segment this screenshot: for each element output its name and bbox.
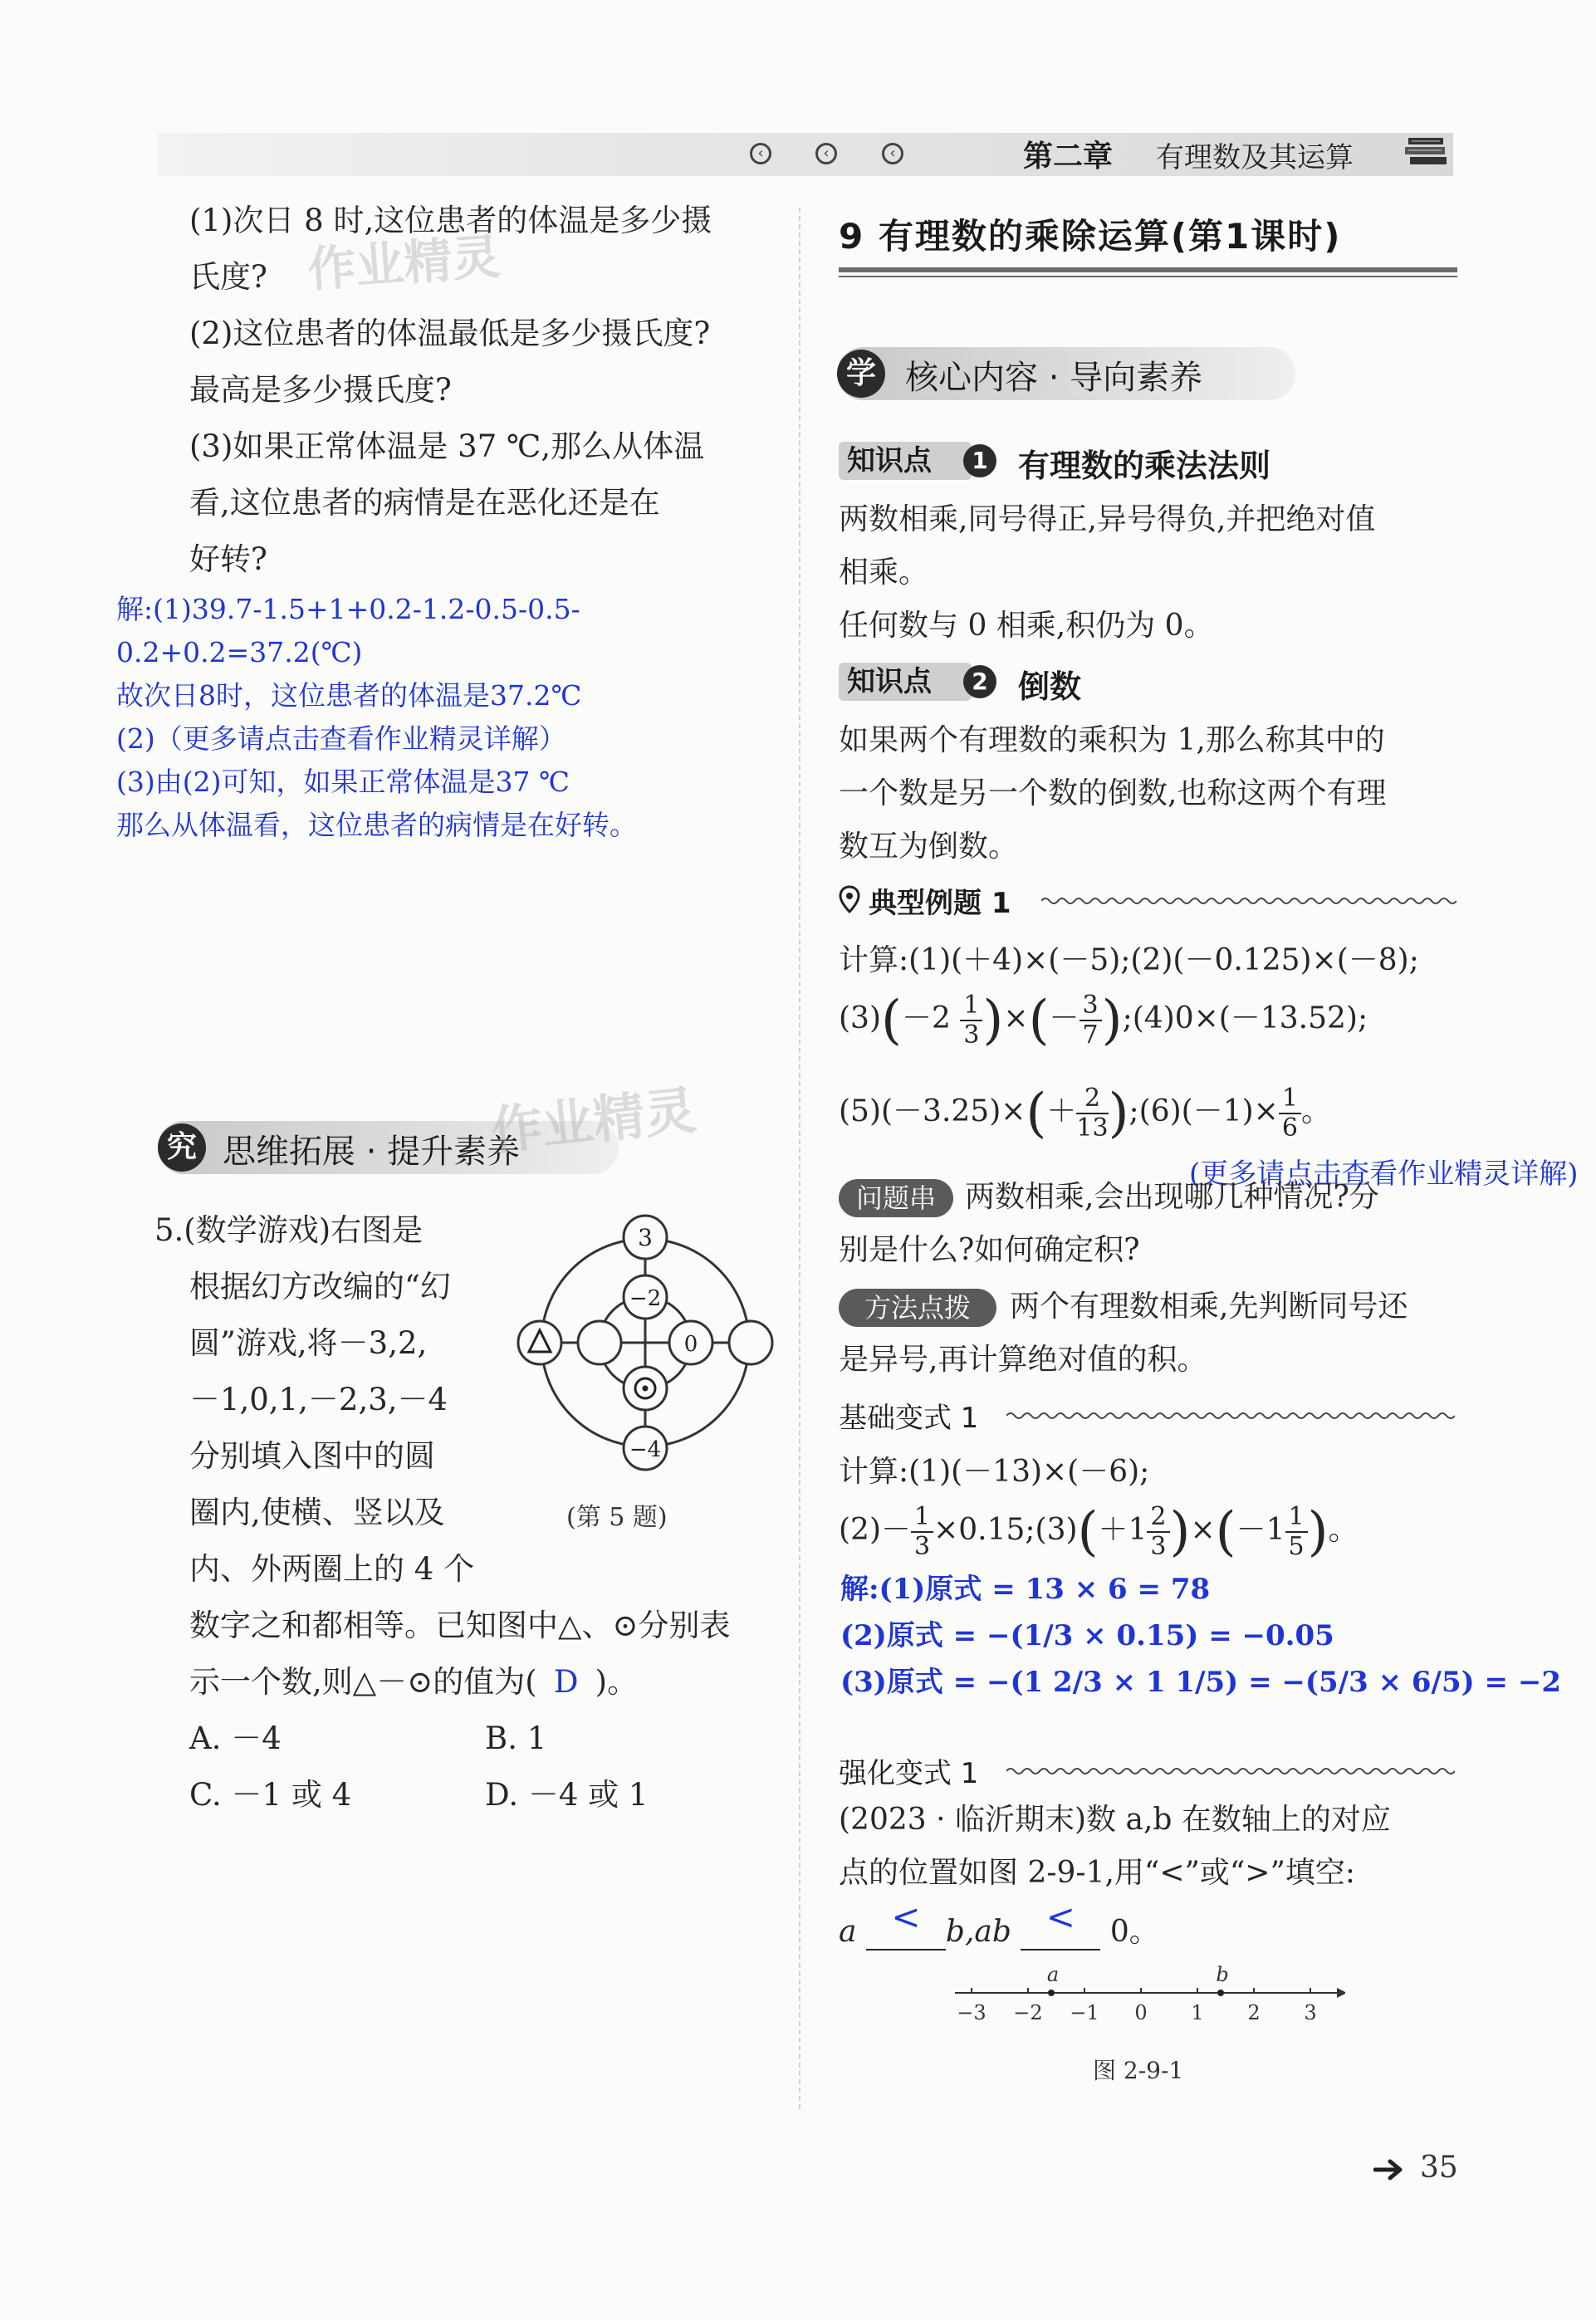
fig-label-inner-top: −2 [629,1286,662,1311]
fraction: $\frac{1}{3}$ [911,1505,933,1559]
section-badge: 学 [837,350,885,398]
question-line: (3)如果正常体温是 37 ℃,那么从体温 [189,428,705,464]
method-text [839,1280,1461,1387]
fig-label-bottom: −4 [629,1437,662,1462]
fig-label-top: 3 [638,1224,653,1251]
option-a[interactable]: A. －4 [189,1720,282,1756]
example-line: (3)(－2 $\frac{1}{3}$ )×(－ $\frac{3}{7}$ );(4)0×(－13.52); [839,990,1368,1051]
answer-line: 解:(1)原式 = 13 × 6 = 78 [840,1573,1211,1606]
axis-tick-label: 1 [1191,2001,1204,2024]
fig-label-inner-right: 0 [683,1332,698,1357]
back-arrow-icon[interactable]: ‹ [815,143,837,164]
example-line: 计算:(1)(＋4)×(－5);(2)(－0.125)×(－8); [839,943,1419,977]
body-line: 是异号,再计算绝对值的积。 [839,1343,1207,1377]
question-line: 好转? [189,541,267,577]
q5-line: 数字之和都相等。已知图中△、⊙分别表 [189,1608,731,1643]
column-divider [799,208,800,2109]
fraction: $\frac{3}{7}$ [1080,993,1102,1048]
question-line: 看,这位患者的病情是在恶化还是在 [189,485,660,521]
knowledge-point-title: 倒数 [1018,668,1082,705]
page-number: 35 [1420,2151,1458,2185]
section-badge: 究 [158,1123,206,1172]
q5-text [154,1202,503,1598]
wavy-rule [1041,895,1456,907]
variant-text [839,1794,1470,1900]
q5-line: －1,0,1,－2,3,－4 [189,1382,448,1417]
question-chain-text [839,1171,1461,1277]
expr-text: (2)－ [839,1513,911,1547]
example-line: (5)(－3.25)×(＋ $\frac{2}{13}$ );(6)(－1)× $\frac{1}{6}$ 。 [839,1083,1331,1144]
fraction: $\frac{1}{5}$ [1285,1505,1308,1559]
expr-text: b [945,1915,965,1949]
q5-line: 5.(数学游戏)右图是 [154,1212,423,1248]
expr-text: a [839,1915,857,1949]
wavy-rule [1006,1410,1455,1422]
axis-tick-label: 0 [1134,2001,1148,2024]
expr-text: 。 [1300,1094,1331,1128]
expr-text: ;(4)0×(－13.52); [1122,1001,1368,1035]
options-row [189,1767,787,1823]
body-line: 相乘。 [839,556,929,590]
back-arrow-icon[interactable]: ‹ [750,143,771,164]
q5-stem-end: )。 [595,1664,639,1700]
expr-text: －1 [1236,1513,1285,1547]
body-line: 一个数是另一个数的倒数,也称这两个有理 [839,776,1387,810]
back-arrow-icon[interactable]: ‹ [882,143,903,164]
point-a-label: a [1046,1963,1060,1986]
variant-heading: 强化变式 1 [839,1757,979,1790]
knowledge-point-number: 1 [963,444,996,477]
variant-line: (2)－ $\frac{1}{3}$ ×0.15;(3)(＋1 $\frac{2}{3}$ )×(－1 $\frac{1}{5}$ )。 [839,1501,1359,1563]
section-title: 核心内容 · 导向素养 [905,359,1203,397]
answer-line: (3)由(2)可知，如果正常体温是37 ℃ [116,766,570,798]
expr-text: 。 [1328,1513,1359,1547]
chapter-title: 有理数及其运算 [1156,141,1354,174]
answer-line: (2)原式 = −(1/3 × 0.15) = −0.05 [840,1619,1334,1652]
books-icon [1403,135,1450,169]
body-line: 如果两个有理数的乘积为 1,那么称其中的 [839,723,1385,757]
q5-stem: 示一个数,则△－⊙的值为( [189,1664,537,1700]
knowledge-point-body [839,714,1461,874]
expr-text: － [1049,1001,1080,1035]
options-row [189,1711,787,1767]
point-b [1217,1990,1224,1996]
q5-answer: D [553,1664,579,1700]
watermark: 作业精灵 [306,228,502,298]
q5-line: 圈内,使横、竖以及 [189,1495,445,1530]
chapter-label: 第二章 [1023,139,1114,174]
more-details-link[interactable]: (更多请点击查看作业精灵详解) [1189,1158,1579,1191]
expr-text: －2 [901,1001,951,1035]
lesson-title: 9 有理数的乘除运算(第1课时) [839,216,1342,257]
fraction: $\frac{1}{3}$ [960,993,982,1048]
variant-heading: 基础变式 1 [839,1402,979,1435]
example-heading: 典型例题 1 [869,887,1011,920]
question-line: (2)这位患者的体温最低是多少摄氏度? [189,316,711,351]
fraction: $\frac{2}{13}$ [1076,1084,1109,1143]
knowledge-point-body [839,493,1461,653]
expr-text: 0。 [1109,1915,1159,1949]
blank-answer: < [1045,1897,1075,1937]
q5-line: 根据幻方改编的“幻 [189,1269,451,1304]
method-tag: 方法点拨 [839,1289,996,1327]
answer-blank[interactable] [866,1897,946,1950]
body-line: 两个有理数相乘,先判断同号还 [1010,1290,1408,1324]
magic-circle-figure [508,1206,782,1480]
body-line: (2023 · 临沂期末)数 a,b 在数轴上的对应 [839,1803,1391,1837]
variant-line: 计算:(1)(－13)×(－6); [839,1455,1150,1489]
expr-label: (3) [839,1001,881,1035]
body-line: 别是什么?如何确定积? [839,1233,1140,1267]
q5-line [189,1654,787,1711]
arrow-right-icon [1373,2157,1407,2182]
body-line: 两数相乘,同号得正,异号得负,并把绝对值 [839,502,1376,536]
expr-text: × [1190,1513,1216,1547]
option-b[interactable]: B. 1 [485,1720,547,1756]
question-chain-tag: 问题串 [839,1179,953,1217]
answer-line: 那么从体温看，这位患者的病情是在好转。 [116,809,637,841]
answer-block [116,588,781,847]
q5-line: 圆”游戏,将－3,2, [189,1325,428,1361]
wavy-rule [1006,1765,1455,1777]
knowledge-point-title: 有理数的乘法法则 [1018,448,1271,484]
knowledge-point-tag: 知识点 [839,663,972,701]
question-line: 最高是多少摄氏度? [189,372,452,408]
expr-text: ＋ [1046,1094,1077,1128]
expr-text: ;(6)(－1)× [1128,1094,1279,1128]
title-rule [839,267,1457,272]
fraction: $\frac{2}{3}$ [1147,1505,1169,1559]
blank-answer: < [891,1897,921,1937]
expr-text: (5)(－3.25)× [839,1094,1026,1128]
expr-text: ×0.15;(3) [933,1513,1078,1547]
answer-line: 故次日8时，这位患者的体温是37.2℃ [116,679,582,712]
figure-caption: (第 5 题) [566,1503,668,1532]
point-a [1048,1990,1055,1996]
point-b-label: b [1216,1963,1229,1986]
option-d[interactable]: D. －4 或 1 [485,1777,649,1813]
watermark: 作业精灵 [487,1079,699,1162]
q5-line: 分别填入图中的圆 [189,1438,435,1474]
q5-text-cont [189,1598,787,1823]
section-title: 思维拓展 · 提升素养 [223,1133,521,1171]
answer-line: (3)原式 = −(1 2/3 × 1 1/5) = −(5/3 × 6/5) = −2 [840,1666,1562,1699]
number-line-figure [947,1960,1345,2034]
answer-line: 解:(1)39.7-1.5+1+0.2-1.2-0.5-0.5-0.2+0.2=37.2(℃) [116,593,580,668]
number-line-caption: 图 2-9-1 [1093,2057,1184,2084]
knowledge-point-number: 2 [963,665,996,698]
answer-blank[interactable] [1021,1897,1100,1950]
variant-answer [840,1566,1561,1706]
axis-tick-label: −2 [1013,2001,1043,2024]
option-c[interactable]: C. －1 或 4 [189,1777,352,1813]
expr-text: ＋1 [1098,1513,1148,1547]
body-line: 点的位置如图 2-9-1,用“<”或“>”填空: [839,1856,1356,1890]
fraction: $\frac{1}{6}$ [1279,1086,1301,1141]
location-pin-icon [839,885,860,913]
axis-tick-label: −3 [957,2001,986,2024]
title-rule [839,276,1457,277]
knowledge-point-tag: 知识点 [839,442,972,480]
question-line: (1)次日 8 时,这位患者的体温是多少摄 [189,203,712,238]
body-line: 数互为倒数。 [839,830,1019,864]
expr-text: × [1003,1001,1029,1035]
expr-text: ,ab [964,1915,1011,1949]
axis-tick-label: 3 [1304,2001,1317,2024]
answer-more-link[interactable]: (2)（更多请点击查看作业精灵详解） [116,722,566,755]
body-line: 任何数与 0 相乘,积仍为 0。 [839,609,1214,643]
axis-tick-label: −1 [1070,2001,1099,2024]
body-line: 两数相乘,会出现哪几种情况?分 [965,1180,1379,1214]
fill-blank-line [839,1897,1159,1950]
question-line: 氏度? [189,259,267,295]
axis-tick-label: 2 [1247,2001,1261,2024]
q5-line: 内、外两圈上的 4 个 [189,1551,475,1587]
